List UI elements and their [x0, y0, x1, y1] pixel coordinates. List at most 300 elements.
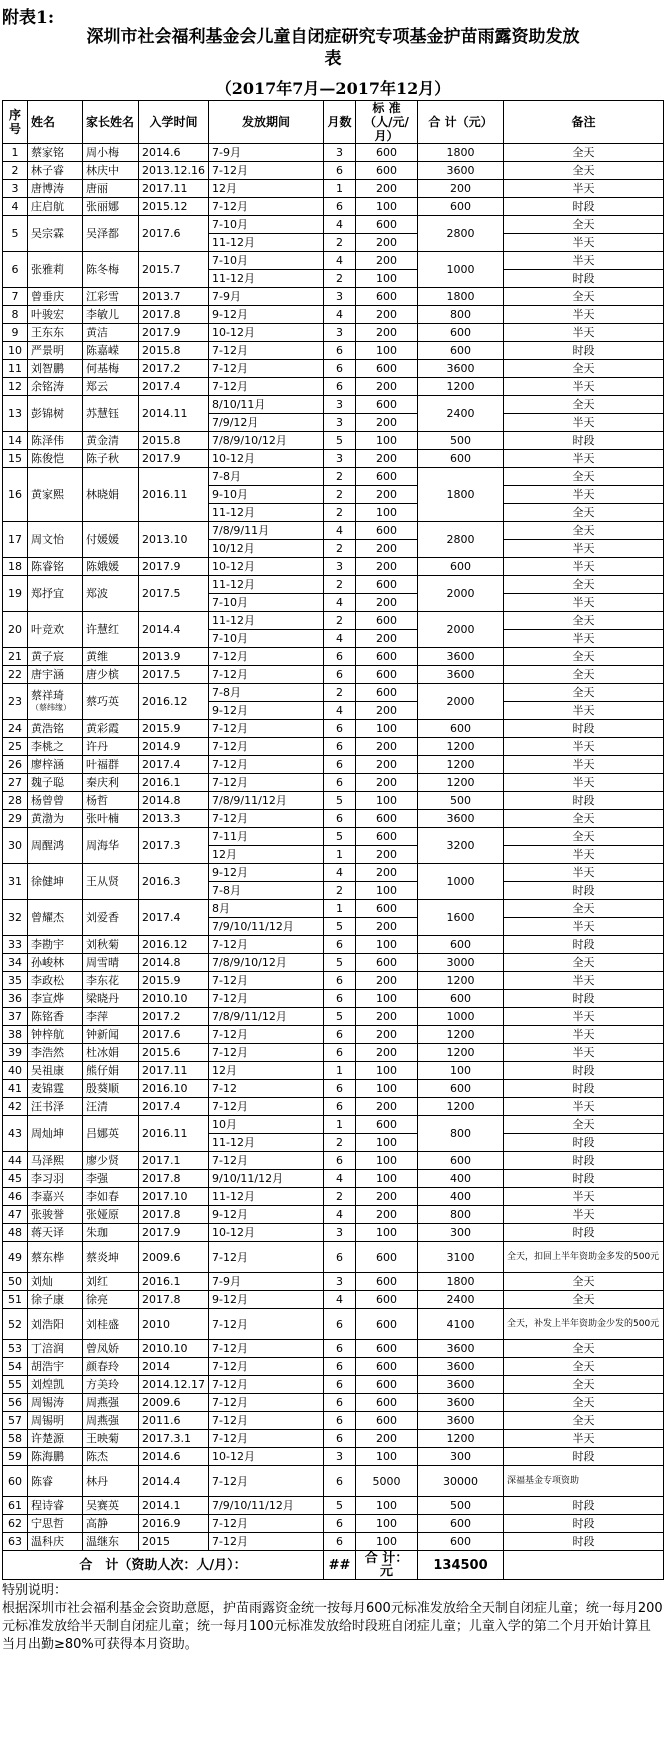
monthly-standard: 100 [356, 882, 418, 900]
row-number: 30 [3, 828, 28, 864]
col-header-remark: 备注 [504, 101, 664, 144]
months-count: 6 [324, 648, 356, 666]
parent-name: 吴泽都 [83, 216, 139, 252]
child-name: 李浩然 [28, 1044, 83, 1062]
row-number: 37 [3, 1008, 28, 1026]
monthly-standard: 600 [356, 216, 418, 234]
parent-name: 王从贤 [83, 864, 139, 900]
row-number: 41 [3, 1080, 28, 1098]
enroll-date: 2013.10 [139, 522, 209, 558]
parent-name: 李敏儿 [83, 306, 139, 324]
months-count: 6 [324, 936, 356, 954]
remark: 半天 [504, 864, 664, 882]
payment-period: 7-10月 [209, 594, 324, 612]
monthly-standard: 200 [356, 918, 418, 936]
enroll-date: 2017.8 [139, 1291, 209, 1309]
parent-name: 王映菊 [83, 1430, 139, 1448]
payment-period: 7-12月 [209, 774, 324, 792]
months-count: 6 [324, 1340, 356, 1358]
table-row [3, 990, 664, 1008]
row-number: 11 [3, 360, 28, 378]
parent-name: 蔡炎坤 [83, 1242, 139, 1273]
col-header-enroll-date: 入学时间 [139, 101, 209, 144]
months-count: 6 [324, 1242, 356, 1273]
monthly-standard: 100 [356, 1515, 418, 1533]
enroll-date: 2013.9 [139, 648, 209, 666]
parent-name: 何基梅 [83, 360, 139, 378]
months-count: 5 [324, 1497, 356, 1515]
months-count: 6 [324, 198, 356, 216]
child-name: 廖梓涵 [28, 756, 83, 774]
payment-period: 7-12月 [209, 1044, 324, 1062]
monthly-standard: 100 [356, 1062, 418, 1080]
row-total: 1200 [418, 972, 504, 990]
row-total: 200 [418, 180, 504, 198]
row-total: 600 [418, 324, 504, 342]
table-row [3, 1026, 664, 1044]
payment-period: 7-12月 [209, 1430, 324, 1448]
monthly-standard: 200 [356, 414, 418, 432]
total-sum-label: 合 计：元 [356, 1551, 418, 1580]
notes-heading: 特别说明： [2, 1583, 68, 1598]
remark: 全天 [504, 810, 664, 828]
parent-name: 吴赛英 [83, 1497, 139, 1515]
enroll-date: 2015.7 [139, 252, 209, 288]
payment-period: 7/9/10/11/12月 [209, 918, 324, 936]
row-total: 100 [418, 1062, 504, 1080]
enroll-date: 2017.9 [139, 1224, 209, 1242]
child-name: 蔡东桦 [28, 1242, 83, 1273]
months-count: 4 [324, 594, 356, 612]
parent-name: 唐丽 [83, 180, 139, 198]
monthly-standard: 200 [356, 180, 418, 198]
payment-period: 7-12 [209, 1080, 324, 1098]
child-name: 周锡涛 [28, 1394, 83, 1412]
months-count: 6 [324, 1430, 356, 1448]
months-count: 5 [324, 828, 356, 846]
payment-period: 7-9月 [209, 144, 324, 162]
table-row [3, 1394, 664, 1412]
child-name: 吴宗霖 [28, 216, 83, 252]
months-count: 3 [324, 1273, 356, 1291]
table-row [3, 1340, 664, 1358]
monthly-standard: 200 [356, 1206, 418, 1224]
parent-name: 黄维 [83, 648, 139, 666]
months-count: 3 [324, 1224, 356, 1242]
row-total: 500 [418, 792, 504, 810]
monthly-standard: 200 [356, 378, 418, 396]
child-name: 周锡明 [28, 1412, 83, 1430]
parent-name: 许慧红 [83, 612, 139, 648]
child-name: 刘煌凯 [28, 1376, 83, 1394]
months-count: 6 [324, 1309, 356, 1340]
months-count: 6 [324, 1376, 356, 1394]
child-name [28, 684, 83, 720]
row-total: 2000 [418, 576, 504, 612]
remark: 全天 [504, 360, 664, 378]
total-row [3, 1551, 664, 1580]
remark: 半天 [504, 1430, 664, 1448]
row-total: 30000 [418, 1466, 504, 1497]
remark: 全天 [504, 288, 664, 306]
row-number: 24 [3, 720, 28, 738]
child-name: 黄浩铭 [28, 720, 83, 738]
payment-period: 7-12月 [209, 1026, 324, 1044]
parent-name: 张丽娜 [83, 198, 139, 216]
monthly-standard: 600 [356, 360, 418, 378]
remark: 全天 [504, 666, 664, 684]
payment-period: 7/9/10/11/12月 [209, 1497, 324, 1515]
row-number: 58 [3, 1430, 28, 1448]
enroll-date: 2016.12 [139, 936, 209, 954]
payment-period: 10-12月 [209, 558, 324, 576]
monthly-standard: 200 [356, 702, 418, 720]
child-name: 叶竞欢 [28, 612, 83, 648]
child-name: 张雅莉 [28, 252, 83, 288]
row-total: 2800 [418, 216, 504, 252]
child-name: 程诗睿 [28, 1497, 83, 1515]
row-number: 62 [3, 1515, 28, 1533]
remark: 半天 [504, 378, 664, 396]
row-number: 14 [3, 432, 28, 450]
col-header-months: 月数 [324, 101, 356, 144]
row-total: 500 [418, 1497, 504, 1515]
table-row [3, 1358, 664, 1376]
months-count: 6 [324, 1515, 356, 1533]
row-number: 12 [3, 378, 28, 396]
child-name: 周醒鸿 [28, 828, 83, 864]
parent-name: 陈杰 [83, 1448, 139, 1466]
monthly-standard: 600 [356, 396, 418, 414]
child-name: 周灿坤 [28, 1116, 83, 1152]
months-count: 2 [324, 1134, 356, 1152]
table-row [3, 738, 664, 756]
parent-name: 吕娜英 [83, 1116, 139, 1152]
remark: 时段 [504, 198, 664, 216]
payment-period: 7-12月 [209, 1412, 324, 1430]
payment-period: 7-12月 [209, 1309, 324, 1340]
parent-name: 朱珈 [83, 1224, 139, 1242]
months-count: 6 [324, 378, 356, 396]
parent-name: 高静 [83, 1515, 139, 1533]
row-total: 3600 [418, 666, 504, 684]
attachment-label: 附表1: [2, 8, 55, 28]
row-total: 3600 [418, 360, 504, 378]
remark: 半天 [504, 846, 664, 864]
parent-name: 周雪晴 [83, 954, 139, 972]
remark: 全天 [504, 900, 664, 918]
parent-name: 付媛媛 [83, 522, 139, 558]
row-total: 2800 [418, 522, 504, 558]
parent-name: 李强 [83, 1170, 139, 1188]
remark: 半天 [504, 252, 664, 270]
table-row [3, 864, 664, 882]
enroll-date: 2014.6 [139, 1448, 209, 1466]
remark: 半天 [504, 180, 664, 198]
months-count: 6 [324, 972, 356, 990]
child-name: 庄启航 [28, 198, 83, 216]
monthly-standard: 600 [356, 684, 418, 702]
months-count: 4 [324, 216, 356, 234]
row-total: 3600 [418, 810, 504, 828]
months-count: 2 [324, 468, 356, 486]
child-name: 丁涪润 [28, 1340, 83, 1358]
monthly-standard: 200 [356, 972, 418, 990]
parent-name: 温继东 [83, 1533, 139, 1551]
payment-period: 7-12月 [209, 990, 324, 1008]
parent-name: 徐亮 [83, 1291, 139, 1309]
row-total: 600 [418, 198, 504, 216]
months-count: 1 [324, 180, 356, 198]
payment-period: 11-12月 [209, 504, 324, 522]
child-name: 周文怡 [28, 522, 83, 558]
row-number: 34 [3, 954, 28, 972]
remark: 全天 [504, 1291, 664, 1309]
monthly-standard: 600 [356, 810, 418, 828]
monthly-standard: 200 [356, 774, 418, 792]
remark: 全天 [504, 954, 664, 972]
remark: 全天 [504, 648, 664, 666]
enroll-date: 2015.6 [139, 1044, 209, 1062]
row-number: 53 [3, 1340, 28, 1358]
table-row [3, 666, 664, 684]
row-number: 28 [3, 792, 28, 810]
row-total: 2000 [418, 612, 504, 648]
payment-period: 9/10/11/12月 [209, 1170, 324, 1188]
total-remark [504, 1551, 664, 1580]
table-row [3, 1273, 664, 1291]
enroll-date: 2014.1 [139, 1497, 209, 1515]
monthly-standard: 600 [356, 522, 418, 540]
monthly-standard: 100 [356, 432, 418, 450]
months-count: 3 [324, 558, 356, 576]
child-name: 曾垂庆 [28, 288, 83, 306]
child-name: 黄渤为 [28, 810, 83, 828]
row-number: 52 [3, 1309, 28, 1340]
enroll-date: 2015.9 [139, 972, 209, 990]
row-number: 2 [3, 162, 28, 180]
row-number: 51 [3, 1291, 28, 1309]
payment-period: 10-12月 [209, 324, 324, 342]
months-count: 6 [324, 720, 356, 738]
remark: 时段 [504, 270, 664, 288]
payment-period: 12月 [209, 846, 324, 864]
row-number: 60 [3, 1466, 28, 1497]
parent-name: 林丹 [83, 1466, 139, 1497]
parent-name: 蔡巧英 [83, 684, 139, 720]
table-body [3, 144, 664, 1551]
monthly-standard: 200 [356, 594, 418, 612]
document-title: 深圳市社会福利基金会儿童自闭症研究专项基金护苗雨露资助发放 [86, 27, 580, 47]
months-count: 6 [324, 666, 356, 684]
payment-period: 7-12月 [209, 720, 324, 738]
monthly-standard: 200 [356, 306, 418, 324]
enroll-date: 2009.6 [139, 1394, 209, 1412]
table-row [3, 306, 664, 324]
months-count: 6 [324, 162, 356, 180]
months-count: 5 [324, 432, 356, 450]
payment-period: 7-11月 [209, 828, 324, 846]
table-row [3, 954, 664, 972]
child-name: 麦锦霆 [28, 1080, 83, 1098]
row-total: 3100 [418, 1242, 504, 1273]
monthly-standard: 200 [356, 324, 418, 342]
child-name: 陈睿铭 [28, 558, 83, 576]
payment-period: 9-10月 [209, 486, 324, 504]
monthly-standard: 600 [356, 288, 418, 306]
remark: 半天 [504, 1206, 664, 1224]
enroll-date: 2015.8 [139, 432, 209, 450]
remark: 半天 [504, 774, 664, 792]
child-name: 汪书泽 [28, 1098, 83, 1116]
parent-name: 廖少贤 [83, 1152, 139, 1170]
row-number: 9 [3, 324, 28, 342]
monthly-standard: 200 [356, 1026, 418, 1044]
monthly-standard: 100 [356, 270, 418, 288]
payment-period: 10-12月 [209, 450, 324, 468]
remark: 时段 [504, 1533, 664, 1551]
monthly-standard: 600 [356, 954, 418, 972]
table-header-row [3, 101, 664, 144]
enroll-date: 2014.12.17 [139, 1376, 209, 1394]
payment-period: 10-12月 [209, 1224, 324, 1242]
document-title-continued: 表 [324, 49, 342, 69]
enroll-date: 2017.6 [139, 1026, 209, 1044]
row-number: 48 [3, 1224, 28, 1242]
table-row [3, 576, 664, 594]
row-number: 32 [3, 900, 28, 936]
child-name: 杨曾曾 [28, 792, 83, 810]
table-row [3, 792, 664, 810]
col-header-standard: 标 准（人/元/月） [356, 101, 418, 144]
enroll-date: 2017.4 [139, 900, 209, 936]
remark: 全天 [504, 576, 664, 594]
enroll-date: 2017.11 [139, 1062, 209, 1080]
payment-period: 10/12月 [209, 540, 324, 558]
row-total: 400 [418, 1188, 504, 1206]
row-number: 17 [3, 522, 28, 558]
row-number: 21 [3, 648, 28, 666]
monthly-standard: 600 [356, 1394, 418, 1412]
payment-period: 8月 [209, 900, 324, 918]
months-count: 6 [324, 360, 356, 378]
payment-period: 7-12月 [209, 360, 324, 378]
parent-name: 叶福群 [83, 756, 139, 774]
remark: 时段 [504, 1062, 664, 1080]
child-name: 陈泽伟 [28, 432, 83, 450]
row-number: 25 [3, 738, 28, 756]
row-total: 4100 [418, 1309, 504, 1340]
child-name: 钟梓航 [28, 1026, 83, 1044]
table-row [3, 342, 664, 360]
payment-period: 7/9/12月 [209, 414, 324, 432]
row-total: 1800 [418, 468, 504, 522]
period-subtitle: （2017年7月—2017年12月） [215, 79, 451, 98]
row-total: 600 [418, 1515, 504, 1533]
row-total: 800 [418, 1206, 504, 1224]
months-count: 3 [324, 414, 356, 432]
months-count: 4 [324, 1291, 356, 1309]
row-number: 39 [3, 1044, 28, 1062]
monthly-standard: 200 [356, 1044, 418, 1062]
row-total: 1800 [418, 1273, 504, 1291]
remark: 半天 [504, 234, 664, 252]
row-total: 600 [418, 1080, 504, 1098]
payment-period: 12月 [209, 180, 324, 198]
row-number: 27 [3, 774, 28, 792]
parent-name: 黄金清 [83, 432, 139, 450]
monthly-standard: 100 [356, 1497, 418, 1515]
payment-period: 7-12月 [209, 378, 324, 396]
months-count: 2 [324, 882, 356, 900]
enroll-date: 2017.2 [139, 1008, 209, 1026]
months-count: 6 [324, 1394, 356, 1412]
enroll-date: 2017.9 [139, 450, 209, 468]
enroll-date: 2014 [139, 1358, 209, 1376]
table-row [3, 1062, 664, 1080]
child-name: 刘智鹏 [28, 360, 83, 378]
parent-name: 周海华 [83, 828, 139, 864]
monthly-standard: 100 [356, 990, 418, 1008]
monthly-standard: 100 [356, 1170, 418, 1188]
table-row [3, 1170, 664, 1188]
table-row [3, 1008, 664, 1026]
child-name: 黄家熙 [28, 468, 83, 522]
total-sum: 134500 [418, 1551, 504, 1580]
child-name: 李桃之 [28, 738, 83, 756]
row-total: 2400 [418, 396, 504, 432]
row-number: 43 [3, 1116, 28, 1152]
payment-period: 11-12月 [209, 612, 324, 630]
enroll-date: 2016.1 [139, 774, 209, 792]
enroll-date: 2016.1 [139, 1273, 209, 1291]
parent-name: 颜春玲 [83, 1358, 139, 1376]
table-row [3, 288, 664, 306]
monthly-standard: 200 [356, 630, 418, 648]
enroll-date: 2017.3.1 [139, 1430, 209, 1448]
row-total: 300 [418, 1224, 504, 1242]
enroll-date: 2017.11 [139, 180, 209, 198]
row-total: 1200 [418, 738, 504, 756]
row-number: 36 [3, 990, 28, 1008]
payment-period: 11-12月 [209, 1134, 324, 1152]
row-number: 38 [3, 1026, 28, 1044]
monthly-standard: 600 [356, 1242, 418, 1273]
monthly-standard: 600 [356, 1358, 418, 1376]
child-name: 李勘宇 [28, 936, 83, 954]
months-count: 4 [324, 306, 356, 324]
months-count: 3 [324, 324, 356, 342]
row-total: 1000 [418, 1008, 504, 1026]
payment-period: 7-12月 [209, 1340, 324, 1358]
table-row [3, 1242, 664, 1273]
child-name: 马泽熙 [28, 1152, 83, 1170]
remark: 半天 [504, 1188, 664, 1206]
monthly-standard: 200 [356, 486, 418, 504]
parent-name: 汪清 [83, 1098, 139, 1116]
monthly-standard: 100 [356, 1080, 418, 1098]
months-count: 6 [324, 774, 356, 792]
table-row [3, 450, 664, 468]
monthly-standard: 100 [356, 1134, 418, 1152]
payment-period: 7-10月 [209, 216, 324, 234]
table-row [3, 558, 664, 576]
payment-period: 7-12月 [209, 810, 324, 828]
parent-name: 刘秋菊 [83, 936, 139, 954]
months-count: 4 [324, 1206, 356, 1224]
remark: 全天 [504, 1358, 664, 1376]
parent-name: 林晓娟 [83, 468, 139, 522]
